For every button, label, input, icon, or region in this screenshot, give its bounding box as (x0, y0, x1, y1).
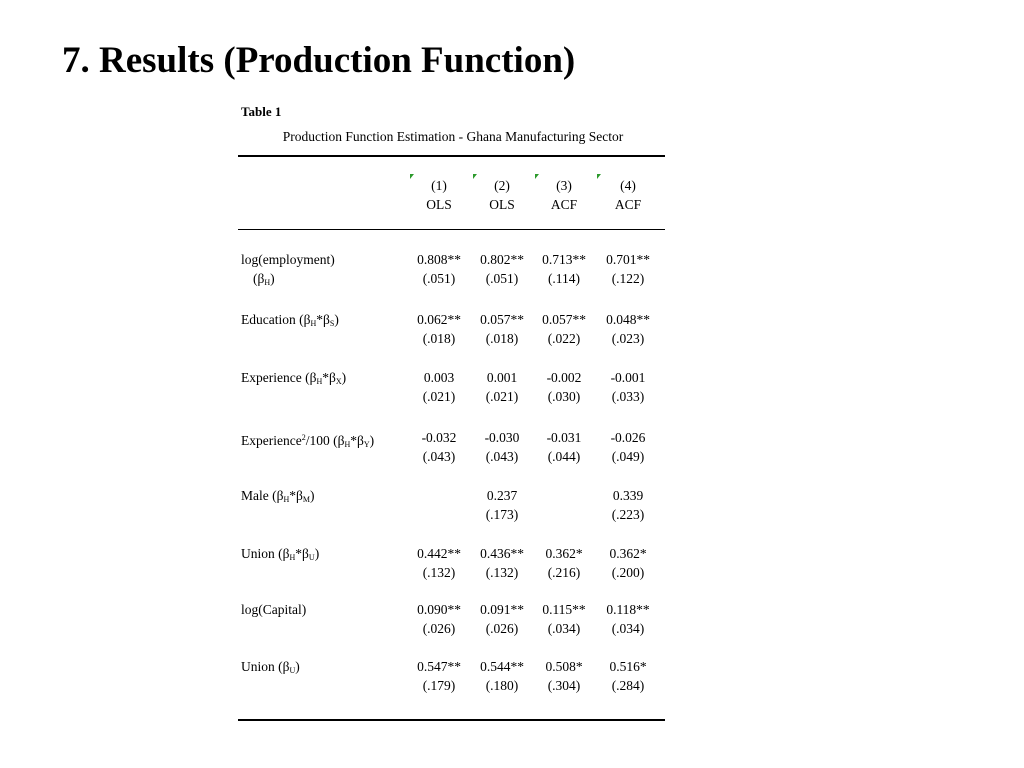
row-label-log-capital: log(Capital) (241, 602, 307, 617)
standard-error-cell: (.179) (422, 678, 456, 693)
standard-error-cell: (.021) (485, 389, 519, 404)
coefficient-cell: 0.508* (545, 659, 583, 674)
standard-error-cell: (.284) (611, 678, 645, 693)
row-label-union-interaction: Union $(\beta_H*\beta_U)$ (241, 546, 320, 562)
standard-error-cell: (.044) (547, 449, 581, 464)
column-number: (4) (620, 178, 636, 193)
standard-error-cell: (.034) (547, 621, 581, 636)
column-header-1 (411, 176, 467, 214)
coefficient-cell: 0.115** (542, 602, 586, 617)
coefficient-cell: 0.362* (545, 546, 583, 561)
standard-error-cell: (.021) (422, 389, 456, 404)
standard-error-cell: (.122) (611, 271, 645, 286)
coefficient-cell: 0.547** (417, 659, 461, 674)
standard-error-cell: (.018) (485, 331, 519, 346)
table-top-rule (238, 155, 665, 157)
coefficient-cell: 0.808** (417, 252, 461, 267)
standard-error-cell: (.022) (547, 331, 581, 346)
standard-error-cell: (.023) (611, 331, 645, 346)
coefficient-cell: 0.062** (417, 312, 461, 327)
table-bottom-rule (238, 719, 665, 721)
column-header-3 (536, 176, 592, 214)
coefficient-cell: 0.237 (486, 488, 518, 503)
standard-error-cell: (.200) (611, 565, 645, 580)
standard-error-cell: (.216) (547, 565, 581, 580)
coefficient-cell: -0.001 (610, 370, 646, 385)
coefficient-cell: 0.118** (606, 602, 650, 617)
column-method: ACF (614, 197, 642, 212)
standard-error-cell: (.132) (422, 565, 456, 580)
row-label-male: Male $(\beta_H*\beta_M)$ (241, 488, 315, 504)
coefficient-cell: 0.516* (609, 659, 647, 674)
coefficient-cell: 0.003 (423, 370, 455, 385)
standard-error-cell: (.114) (547, 271, 581, 286)
column-number: (3) (556, 178, 572, 193)
row-label-text: log(employment) (241, 252, 335, 267)
standard-error-cell: (.030) (547, 389, 581, 404)
row-label-education: Education $(\beta_H*\beta_S)$ (241, 312, 339, 328)
coefficient-cell: -0.002 (546, 370, 582, 385)
coefficient-cell: -0.032 (421, 430, 457, 445)
standard-error-cell: (.018) (422, 331, 456, 346)
standard-error-cell: (.026) (485, 621, 519, 636)
coefficient-cell: 0.057** (542, 312, 586, 327)
coefficient-cell: -0.031 (546, 430, 582, 445)
column-number: (2) (494, 178, 510, 193)
row-label-log-employment (241, 250, 335, 292)
standard-error-cell: (.223) (611, 507, 645, 522)
standard-error-cell: (.173) (485, 507, 519, 522)
table-caption: Production Function Estimation - Ghana Manufacturing Sector (282, 129, 624, 144)
table-label: Table 1 (241, 104, 282, 119)
column-number: (1) (431, 178, 447, 193)
coefficient-cell: 0.713** (542, 252, 586, 267)
row-label-union: Union $(\beta_U)$ (241, 659, 300, 675)
standard-error-cell: (.034) (611, 621, 645, 636)
standard-error-cell: (.043) (485, 449, 519, 464)
coefficient-cell: 0.442** (417, 546, 461, 561)
row-label-experience-squared: Experience$^2$/100 $(\beta_H*\beta_Y)$ (241, 433, 375, 449)
column-method: OLS (489, 197, 515, 212)
standard-error-cell: (.132) (485, 565, 519, 580)
coefficient-cell: -0.026 (610, 430, 646, 445)
standard-error-cell: (.026) (422, 621, 456, 636)
standard-error-cell: (.049) (611, 449, 645, 464)
coefficient-cell: 0.802** (480, 252, 524, 267)
coefficient-cell: 0.339 (612, 488, 644, 503)
column-method: OLS (426, 197, 452, 212)
standard-error-cell: (.043) (422, 449, 456, 464)
standard-error-cell: (.051) (485, 271, 519, 286)
standard-error-cell: (.304) (547, 678, 581, 693)
row-label-experience: Experience $(\beta_H*\beta_X)$ (241, 370, 347, 386)
coefficient-cell: 0.057** (480, 312, 524, 327)
coefficient-cell: 0.090** (417, 602, 461, 617)
coefficient-cell: 0.701** (606, 252, 650, 267)
coefficient-cell: 0.048** (606, 312, 650, 327)
coefficient-cell: 0.001 (486, 370, 518, 385)
standard-error-cell: (.033) (611, 389, 645, 404)
coefficient-cell: 0.544** (480, 659, 524, 674)
column-header-2 (474, 176, 530, 214)
coefficient-cell: 0.436** (480, 546, 524, 561)
standard-error-cell: (.051) (422, 271, 456, 286)
table-header-rule (238, 229, 665, 230)
column-header-4 (600, 176, 656, 214)
column-method: ACF (550, 197, 578, 212)
slide-title: 7. Results (Production Function) (62, 40, 576, 81)
coefficient-cell: -0.030 (484, 430, 520, 445)
coefficient-cell: 0.362* (609, 546, 647, 561)
standard-error-cell: (.180) (485, 678, 519, 693)
coefficient-cell: 0.091** (480, 602, 524, 617)
row-sublabel: $(\beta_H)$ (253, 271, 275, 287)
